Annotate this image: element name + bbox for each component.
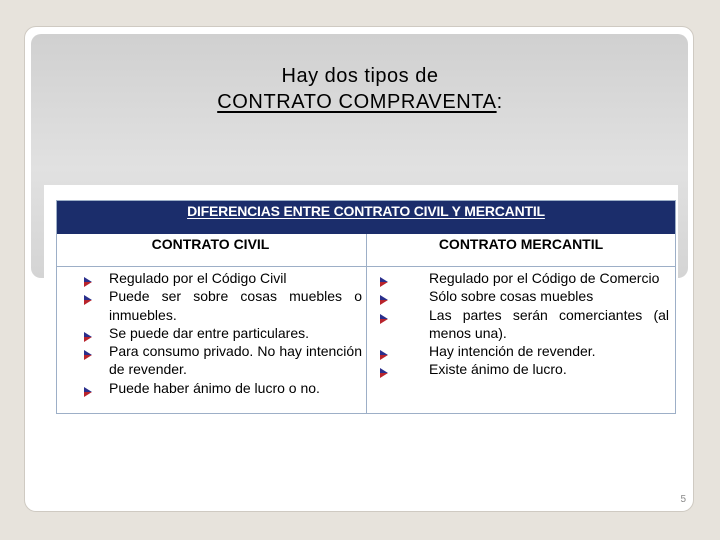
list-item <box>65 342 362 379</box>
column-header-mercantil-text: CONTRATO MERCANTIL <box>438 236 604 252</box>
bullet-icon <box>379 364 389 374</box>
list-item <box>65 287 362 324</box>
list-item <box>387 306 669 343</box>
bullet-icon <box>83 346 93 356</box>
slide-title-line1: Hay dos tipos de <box>281 65 439 87</box>
list-item <box>387 360 669 378</box>
bullet-icon <box>379 346 389 356</box>
list-item <box>387 287 669 305</box>
list-item <box>65 379 362 397</box>
bullet-icon <box>83 383 93 393</box>
column-header-mercantil <box>367 234 675 267</box>
table-header <box>57 201 675 234</box>
table-header-text: DIFERENCIAS ENTRE CONTRATO CIVIL Y MERCANTIL <box>187 203 545 219</box>
list-item-text: Regulado por el Código Civil <box>109 270 287 286</box>
bullet-icon <box>379 273 389 283</box>
list-item <box>65 269 362 287</box>
list-item-text: Puede haber ánimo de lucro o no. <box>109 379 320 396</box>
list-item-text: Sólo sobre cosas muebles <box>429 288 594 305</box>
list-item-text: Las partes serán comerciantes (al menos una). <box>429 306 669 341</box>
list-item-text: Hay intención de revender. <box>429 343 596 360</box>
column-mercantil-list <box>367 267 675 413</box>
bullet-icon <box>83 273 93 283</box>
column-header-civil <box>57 234 367 267</box>
list-item-text: Para consumo privado. No hay intención de revender. <box>109 343 362 378</box>
bullet-icon <box>379 291 389 301</box>
list-item <box>65 324 362 342</box>
list-item-text: Puede ser sobre cosas muebles o inmuebles. <box>109 288 362 323</box>
bullet-icon <box>83 291 93 301</box>
comparison-table-image <box>44 185 678 405</box>
comparison-table <box>56 200 676 414</box>
page-number: 5 <box>680 494 686 505</box>
slide-title-colon: : <box>496 91 503 113</box>
list-item <box>387 269 669 287</box>
bullet-icon <box>379 310 389 320</box>
list-item-text: Se puede dar entre particulares. <box>109 324 310 341</box>
slide-title-line2 <box>0 90 720 115</box>
list-item <box>387 342 669 360</box>
column-header-civil-text: CONTRATO CIVIL <box>151 236 270 252</box>
slide-title-underlined: CONTRATO COMPRAVENTA <box>217 91 497 113</box>
list-item-text: Regulado por el Código de Comercio <box>429 270 660 286</box>
list-item-text: Existe ánimo de lucro. <box>429 361 567 378</box>
bullet-icon <box>83 328 93 338</box>
column-civil-list <box>57 267 367 413</box>
